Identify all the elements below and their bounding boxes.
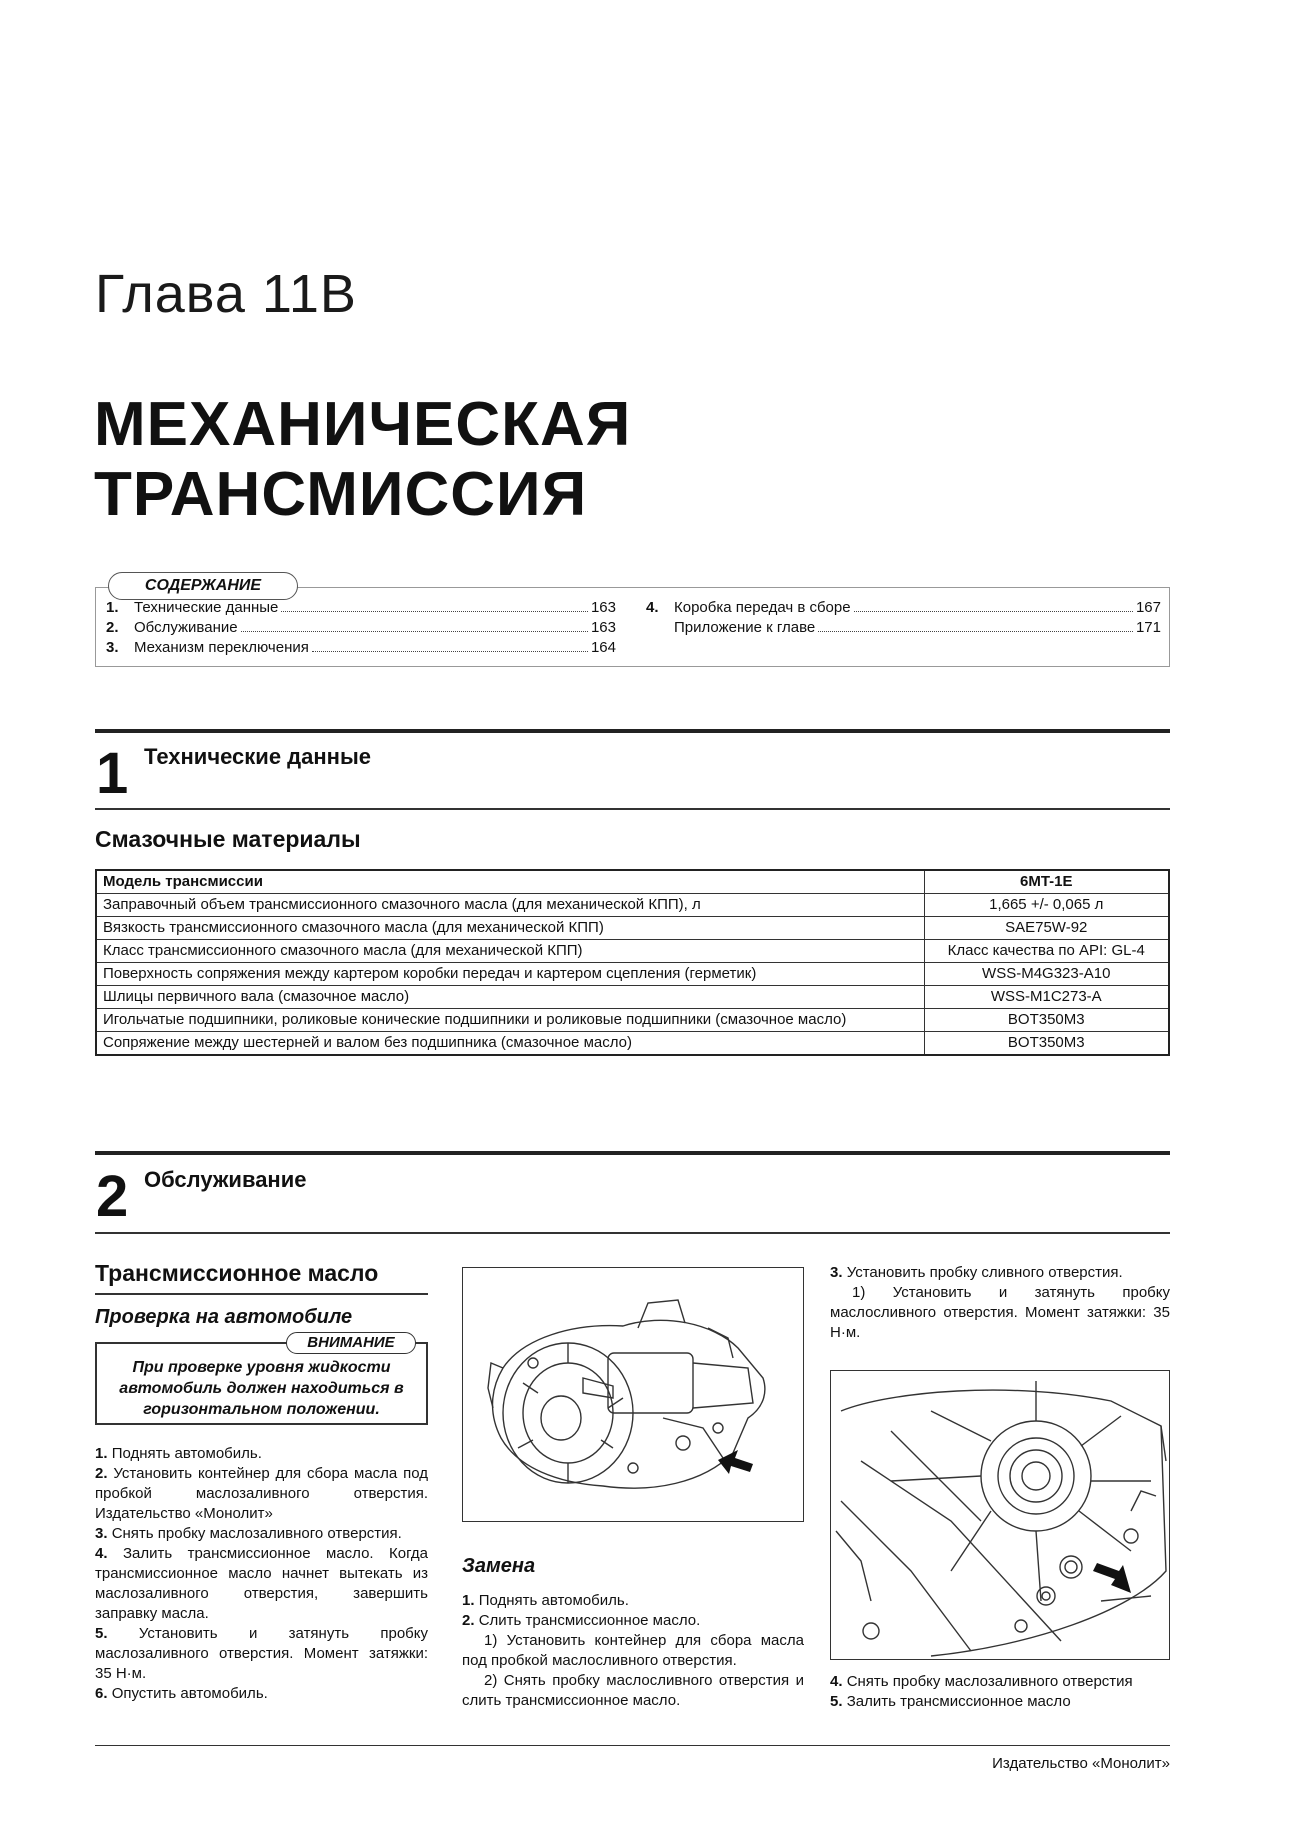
step-text: Установить контейнер для сбора масла под пробкой маслозаливного отверстия. Издательство «Монолит» — [95, 1465, 428, 1522]
step-text: Установить и затянуть пробку маслозаливного отверстия. Момент затяжки: 35 Н·м. — [95, 1625, 429, 1682]
toc-item[interactable] — [646, 618, 1161, 638]
toc-item-text: Механизм переключения — [134, 639, 309, 656]
table-cell-value: WSS-M4G323-A10 — [924, 963, 1169, 986]
table-header-value: 6MT-1E — [924, 870, 1169, 894]
oil-heading: Трансмиссионное масло — [95, 1260, 379, 1286]
step-number: 3. — [95, 1525, 108, 1542]
step-text: Залить трансмиссионное масло — [846, 1693, 1071, 1710]
list-item — [462, 1591, 804, 1611]
section-2-bottom-rule — [95, 1232, 1170, 1234]
chapter-label: Глава 11В — [95, 264, 357, 324]
table-cell-value: WSS-M1C273-A — [924, 986, 1169, 1009]
table-cell-label: Вязкость трансмиссионного смазочного масла (для механической КПП) — [96, 917, 924, 940]
title-line-1: МЕХАНИЧЕСКАЯ — [94, 390, 632, 459]
step-text: Слить трансмиссионное масло. — [478, 1612, 701, 1629]
step-number: 4. — [95, 1545, 108, 1562]
gearbox-illustration — [463, 1268, 804, 1522]
footer-publisher: Издательство «Монолит» — [992, 1755, 1170, 1772]
table-row — [96, 986, 1169, 1009]
toc-column-right — [646, 598, 1161, 638]
toc-item-text: Технические данные — [134, 599, 279, 616]
step-number: 3. — [830, 1264, 843, 1281]
table-row — [96, 940, 1169, 963]
lubricants-heading: Смазочные материалы — [95, 826, 361, 852]
list-subitem: 1) Установить и затянуть пробку маслосливного отверстия. Момент затяжки: 35 Н·м. — [830, 1284, 1170, 1341]
section-1-number: 1 — [96, 741, 129, 806]
check-steps — [95, 1444, 428, 1704]
warning-text: При проверке уровня жидкости автомобиль должен находиться в горизонтальном положении. — [119, 1359, 404, 1418]
table-cell-label: Сопряжение между шестерней и валом без подшипника (смазочное масло) — [96, 1032, 924, 1056]
step-number: 5. — [95, 1625, 108, 1642]
step-text: Снять пробку маслозаливного отверстия — [846, 1673, 1133, 1690]
toc-column-left — [106, 598, 616, 658]
toc-leader — [281, 611, 588, 612]
toc-leader — [854, 611, 1133, 612]
list-subitem: 1) Установить контейнер для сбора масла под пробкой маслосливного отверстия. — [462, 1632, 804, 1669]
list-item — [830, 1263, 1170, 1283]
drain-plug-illustration — [831, 1371, 1170, 1660]
step-number: 1. — [95, 1445, 108, 1462]
toc-leader — [818, 631, 1133, 632]
toc-item-number: 2. — [106, 619, 119, 636]
step-number: 2. — [95, 1465, 108, 1482]
table-row — [96, 1032, 1169, 1056]
check-heading: Проверка на автомобиле — [95, 1306, 353, 1328]
step-text: Установить пробку сливного отверстия. — [846, 1264, 1123, 1281]
list-item — [95, 1464, 428, 1524]
list-item — [830, 1672, 1170, 1692]
title-line-2: ТРАНСМИССИЯ — [94, 460, 588, 529]
step-number: 1. — [462, 1592, 475, 1609]
table-row — [96, 894, 1169, 917]
section-1-title: Технические данные — [144, 744, 371, 769]
step-text: Опустить автомобиль. — [111, 1685, 268, 1702]
table-header-label: Модель трансмиссии — [96, 870, 924, 894]
table-cell-value: Класс качества по API: GL-4 — [924, 940, 1169, 963]
table-of-contents — [95, 577, 1170, 667]
toc-leader — [312, 651, 588, 652]
step-text: Залить трансмиссионное масло. Когда трансмиссионное масло начнет вытекать из маслозаливного отверстия, завершить заправку масла. — [95, 1545, 428, 1622]
table-cell-label: Заправочный объем трансмиссионного смазочного масла (для механической КПП), л — [96, 894, 924, 917]
step-number: 2. — [462, 1612, 475, 1629]
gearbox-figure — [462, 1267, 804, 1522]
toc-item[interactable] — [106, 598, 616, 618]
toc-item-number: 3. — [106, 639, 119, 656]
table-cell-label: Поверхность сопряжения между картером коробки передач и картером сцепления (герметик) — [96, 963, 924, 986]
list-item — [830, 1692, 1170, 1712]
toc-item-page: 167 — [1135, 599, 1161, 616]
list-item — [462, 1611, 804, 1631]
step-text: Снять пробку маслозаливного отверстия. — [111, 1525, 402, 1542]
toc-label: СОДЕРЖАНИЕ — [108, 572, 298, 600]
toc-item[interactable] — [106, 618, 616, 638]
table-row — [96, 917, 1169, 940]
replace-heading: Замена — [462, 1555, 536, 1577]
step-number: 4. — [830, 1673, 843, 1690]
toc-item-number: 1. — [106, 599, 119, 616]
section-2-number: 2 — [96, 1164, 129, 1229]
step-number: 6. — [95, 1685, 108, 1702]
list-item — [95, 1684, 428, 1704]
drain-plug-figure — [830, 1370, 1170, 1660]
table-cell-value: BOT350M3 — [924, 1009, 1169, 1032]
section-1-top-rule — [95, 729, 1170, 733]
toc-item[interactable] — [106, 638, 616, 658]
right-steps-top — [830, 1263, 1170, 1343]
list-item — [95, 1524, 428, 1544]
section-2-title: Обслуживание — [144, 1167, 307, 1192]
toc-item-text: Обслуживание — [134, 619, 238, 636]
page-title — [94, 390, 631, 530]
warning-label: ВНИМАНИЕ — [286, 1332, 416, 1354]
toc-item[interactable] — [646, 598, 1161, 618]
list-item — [95, 1544, 428, 1624]
toc-leader — [241, 631, 588, 632]
arrow-icon — [718, 1450, 753, 1474]
toc-item-page: 171 — [1135, 619, 1161, 636]
table-cell-value: SAE75W-92 — [924, 917, 1169, 940]
lubricants-table — [95, 869, 1170, 1056]
warning-box — [95, 1334, 428, 1425]
toc-item-page: 163 — [590, 599, 616, 616]
toc-item-text: Приложение к главе — [674, 619, 816, 636]
table-header-row — [96, 870, 1169, 894]
table-row — [96, 1009, 1169, 1032]
step-text: Поднять автомобиль. — [111, 1445, 262, 1462]
right-steps-bottom — [830, 1672, 1170, 1712]
section-2-top-rule — [95, 1151, 1170, 1155]
table-cell-label: Игольчатые подшипники, роликовые конические подшипники и роликовые подшипники (смазочное масло) — [96, 1009, 924, 1032]
oil-heading-rule — [95, 1293, 428, 1295]
section-1-bottom-rule — [95, 808, 1170, 810]
toc-item-text: Коробка передач в сборе — [674, 599, 851, 616]
table-cell-value: BOT350M3 — [924, 1032, 1169, 1056]
toc-item-number: 4. — [646, 599, 659, 616]
step-number: 5. — [830, 1693, 843, 1710]
toc-item-page: 163 — [590, 619, 616, 636]
footer-rule — [95, 1745, 1170, 1746]
replace-steps — [462, 1591, 804, 1711]
table-cell-label: Класс трансмиссионного смазочного масла (для механической КПП) — [96, 940, 924, 963]
list-subitem: 2) Снять пробку маслосливного отверстия и слить трансмиссионное масло. — [462, 1672, 804, 1709]
list-item — [95, 1624, 428, 1684]
table-cell-label: Шлицы первичного вала (смазочное масло) — [96, 986, 924, 1009]
arrow-icon — [1093, 1563, 1131, 1593]
list-item — [95, 1444, 428, 1464]
step-text: Поднять автомобиль. — [478, 1592, 629, 1609]
table-row — [96, 963, 1169, 986]
toc-item-page: 164 — [590, 639, 616, 656]
table-cell-value: 1,665 +/- 0,065 л — [924, 894, 1169, 917]
